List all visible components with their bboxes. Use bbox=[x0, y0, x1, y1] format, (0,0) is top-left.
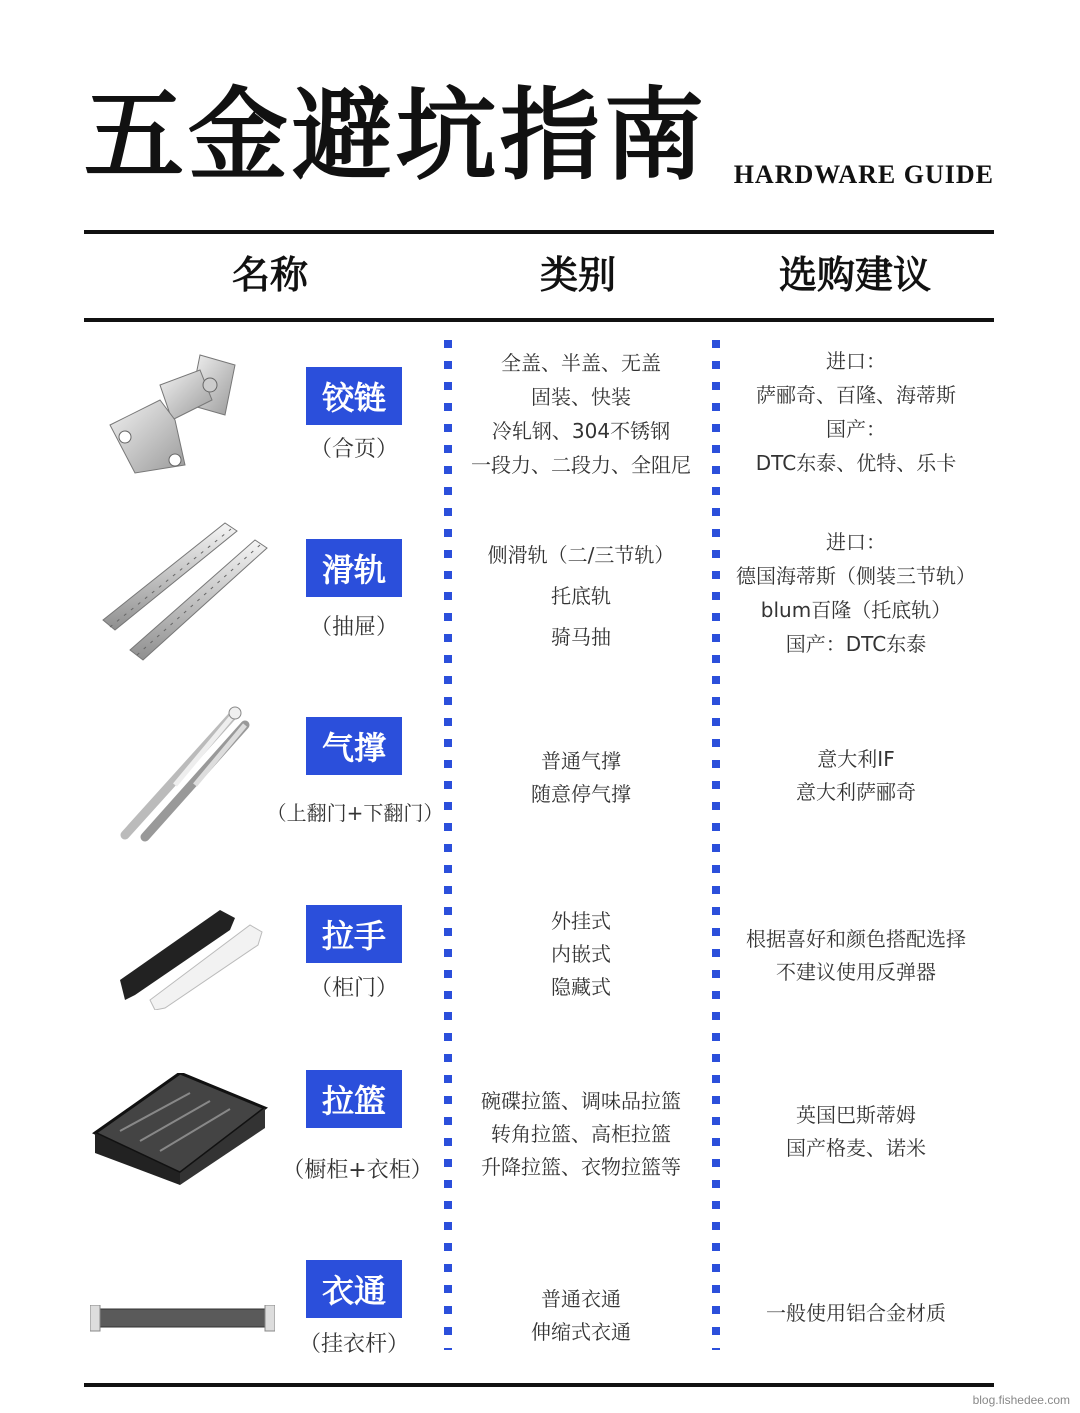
list-item: 一段力、二段力、全阻尼 bbox=[471, 453, 691, 477]
bottom-rule bbox=[84, 1383, 994, 1387]
category-list bbox=[458, 535, 704, 658]
category-list bbox=[458, 1085, 704, 1184]
list-item: 普通气撑 bbox=[541, 749, 621, 773]
hinge-image bbox=[100, 345, 250, 480]
item-name-sub: （挂衣杆） bbox=[298, 1332, 409, 1357]
table-row bbox=[0, 705, 1080, 855]
header-top-rule bbox=[84, 230, 994, 234]
header-bottom-rule bbox=[84, 318, 994, 322]
list-item: blum百隆（托底轨） bbox=[760, 598, 952, 622]
list-item: 进口： bbox=[826, 530, 886, 554]
list-item: 伸缩式衣通 bbox=[531, 1320, 631, 1344]
list-item: 国产格麦、诺米 bbox=[786, 1136, 926, 1160]
list-item: 随意停气撑 bbox=[531, 782, 631, 806]
header-name: 名称 bbox=[231, 253, 308, 297]
list-item: 隐藏式 bbox=[551, 975, 611, 999]
table-row bbox=[0, 895, 1080, 1045]
category-list bbox=[458, 745, 704, 811]
item-name-badge: 气撑 bbox=[306, 717, 402, 775]
item-name-badge: 拉手 bbox=[306, 905, 402, 963]
list-item: 转角拉篮、高柜拉篮 bbox=[491, 1122, 671, 1146]
watermark: blog.fishedee.com bbox=[972, 1393, 1070, 1407]
advice-list bbox=[728, 1099, 984, 1165]
page-subtitle: HARDWARE GUIDE bbox=[733, 160, 994, 189]
item-name-sub: （抽屉） bbox=[309, 615, 398, 640]
table-row bbox=[0, 340, 1080, 490]
list-item: 国产：DTC东泰 bbox=[785, 632, 927, 656]
advice-list bbox=[728, 923, 984, 989]
advice-list bbox=[728, 743, 984, 809]
page-title: 五金避坑指南 bbox=[84, 76, 708, 194]
basket-image bbox=[90, 1073, 268, 1185]
list-item: 全盖、半盖、无盖 bbox=[501, 351, 661, 375]
list-item: 侧滑轨（二/三节轨） bbox=[487, 543, 675, 567]
header-advice: 选购建议 bbox=[778, 253, 931, 297]
handle-image bbox=[110, 900, 265, 1010]
gas-strut-image bbox=[115, 705, 255, 845]
slide-rail-image bbox=[95, 515, 270, 665]
category-list bbox=[458, 1283, 704, 1349]
item-name-sub: （柜门） bbox=[309, 976, 398, 1001]
hanging-rod-image bbox=[90, 1305, 275, 1333]
item-name-sub: （合页） bbox=[309, 437, 398, 462]
list-item: 意大利IF bbox=[817, 747, 895, 771]
list-item: 德国海蒂斯（侧装三节轨） bbox=[736, 564, 976, 588]
list-item: 一般使用铝合金材质 bbox=[766, 1301, 946, 1325]
table-row bbox=[0, 1065, 1080, 1215]
advice-list bbox=[728, 525, 984, 661]
list-item: 不建议使用反弹器 bbox=[776, 960, 936, 984]
list-item: 英国巴斯蒂姆 bbox=[796, 1103, 916, 1127]
header-category: 类别 bbox=[539, 253, 616, 297]
advice-list bbox=[728, 344, 984, 480]
list-item: 碗碟拉篮、调味品拉篮 bbox=[481, 1089, 681, 1113]
list-item: 进口： bbox=[826, 349, 886, 373]
list-item: 内嵌式 bbox=[551, 942, 611, 966]
table-row bbox=[0, 1255, 1080, 1375]
category-list bbox=[458, 905, 704, 1004]
list-item: 固装、快装 bbox=[531, 385, 631, 409]
list-item: DTC东泰、优特、乐卡 bbox=[755, 451, 957, 475]
item-name-badge: 滑轨 bbox=[306, 539, 402, 597]
list-item: 根据喜好和颜色搭配选择 bbox=[746, 927, 966, 951]
list-item: 冷轧钢、304不锈钢 bbox=[491, 419, 671, 443]
list-item: 萨郦奇、百隆、海蒂斯 bbox=[756, 383, 956, 407]
table-row bbox=[0, 515, 1080, 675]
advice-list bbox=[728, 1297, 984, 1330]
list-item: 普通衣通 bbox=[541, 1287, 621, 1311]
item-name-sub: （上翻门+下翻门） bbox=[266, 801, 444, 825]
list-item: 骑马抽 bbox=[551, 625, 611, 649]
list-item: 升降拉篮、衣物拉篮等 bbox=[481, 1155, 681, 1179]
item-name-badge: 铰链 bbox=[306, 367, 402, 425]
item-name-badge: 拉篮 bbox=[306, 1070, 402, 1128]
item-name-sub: （橱柜+衣柜） bbox=[282, 1158, 433, 1183]
category-list bbox=[458, 346, 704, 482]
list-item: 外挂式 bbox=[551, 909, 611, 933]
list-item: 意大利萨郦奇 bbox=[796, 780, 916, 804]
item-name-badge: 衣通 bbox=[306, 1260, 402, 1318]
list-item: 托底轨 bbox=[551, 584, 611, 608]
list-item: 国产： bbox=[826, 417, 886, 441]
